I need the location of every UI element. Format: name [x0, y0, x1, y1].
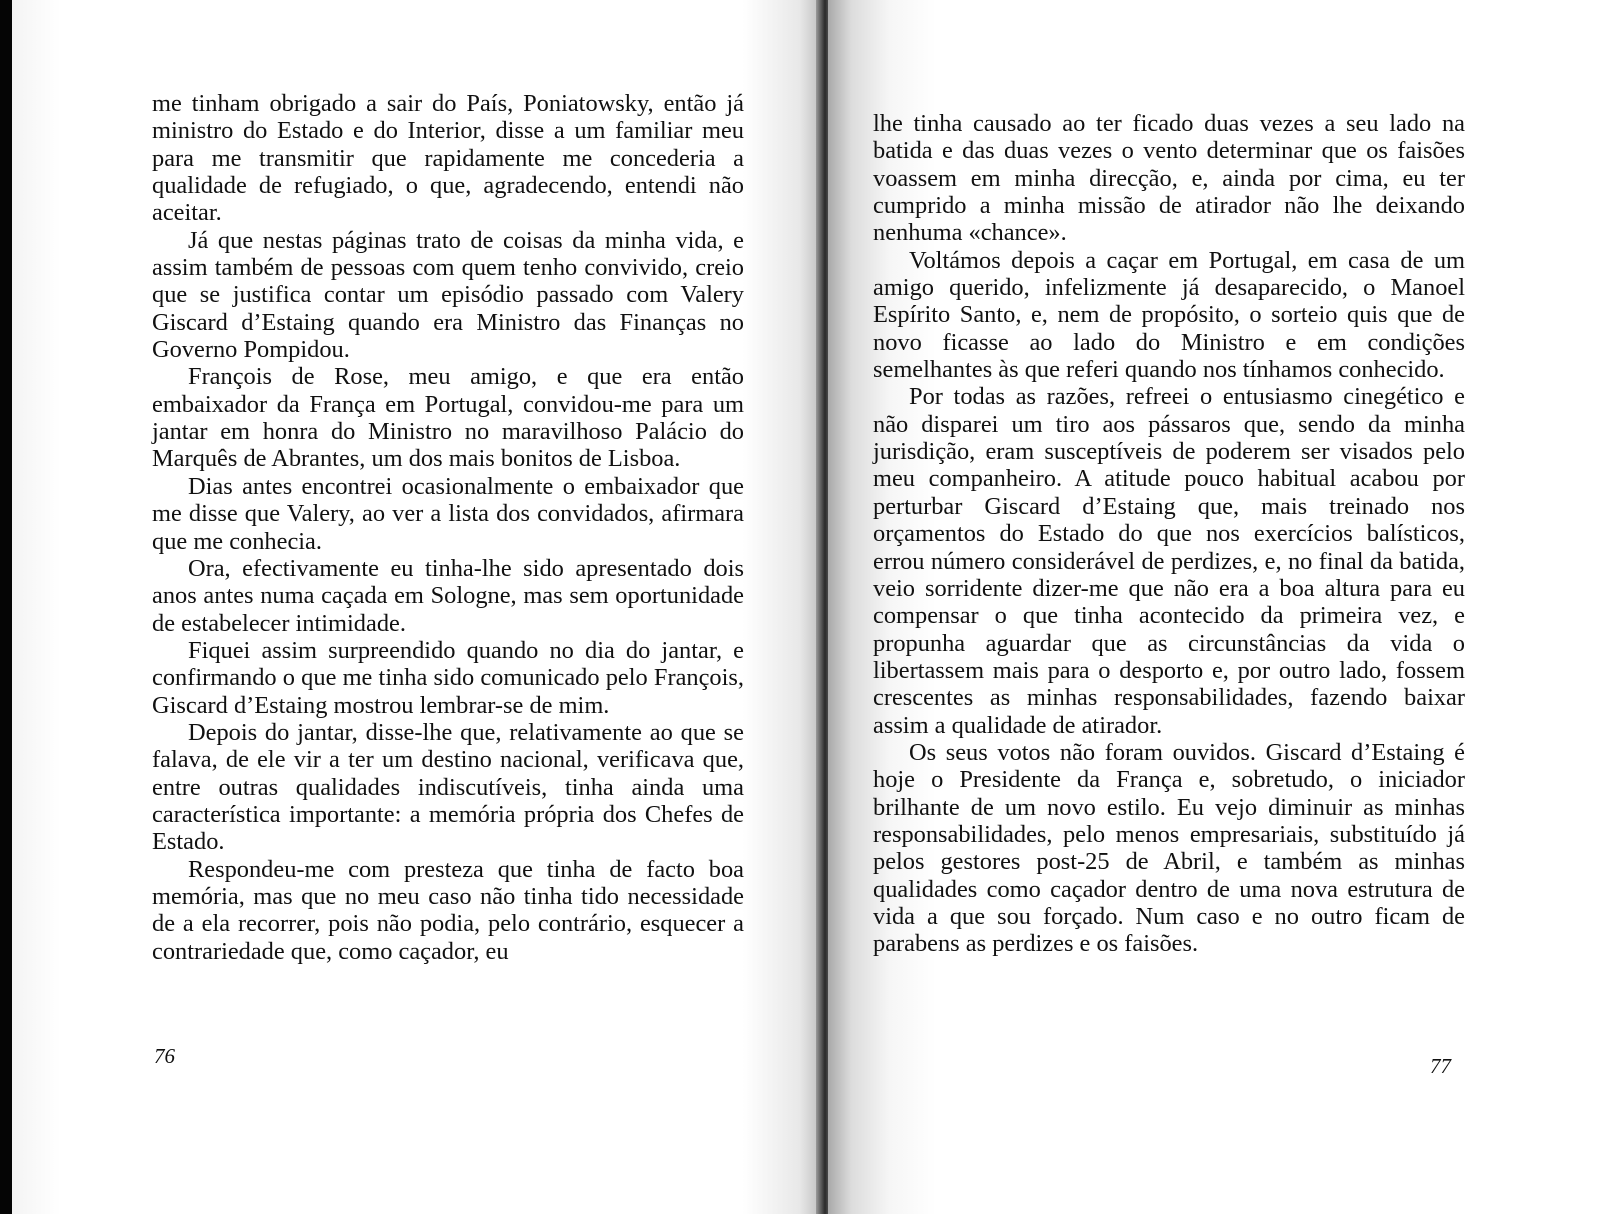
paragraph: Dias antes encontrei ocasionalmente o embaixador que me disse que Valery, ao ver a lista dos convidados, afirmara que me conhecia. [152, 472, 744, 555]
left-page-text [152, 90, 744, 965]
paragraph: Voltámos depois a caçar em Portugal, em casa de um amigo querido, infelizmente já desaparecido, o Manoel Espírito Santo, e, nem de propósito, o sorteio quis que de novo ficasse ao lado do Ministro e em condições semelhantes às que referi quando nos tínhamos conhecido. [873, 246, 1465, 384]
left-page-number: 76 [154, 1044, 175, 1068]
paragraph: Já que nestas páginas trato de coisas da minha vida, e assim também de pessoas com quem tenho convivido, creio que se justifica contar um episódio passado com Valery Giscard d’Estaing quando era Ministro das Finanças no Governo Pompidou. [152, 226, 744, 364]
right-page-number: 77 [1430, 1054, 1451, 1078]
left-edge-shadow [0, 0, 12, 1214]
paragraph: Os seus votos não foram ouvidos. Giscard d’Estaing é hoje o Presidente da França e, sobretudo, o iniciador brilhante de um novo estilo. Eu vejo diminuir as minhas responsabilidades, pelo menos empresariais, substituído já pelos gestores post-25 de Abril, e também as minhas qualidades como caçador dentro de uma nova estrutura de vida a que sou forçado. Num caso e no outro ficam de parabens as perdizes e os faisões. [873, 738, 1465, 958]
right-page [828, 0, 1600, 1214]
paragraph: lhe tinha causado ao ter ficado duas vezes a seu lado na batida e das duas vezes o vento determinar que os faisões voassem em minha direcção, e, ainda por cima, eu ter cumprido a minha missão de atirador não lhe deixando nenhuma «chance». [873, 110, 1465, 247]
left-page [12, 0, 824, 1214]
paragraph: me tinham obrigado a sair do País, Poniatowsky, então já ministro do Estado e do Interior, disse a um familiar meu para me transmitir que rapidamente me concederia a qualidade de refugiado, o que, agradecendo, entendi não aceitar. [152, 90, 744, 227]
paragraph: Respondeu-me com presteza que tinha de facto boa memória, mas que no meu caso não tinha tido necessidade de a ela recorrer, pois não podia, pelo contrário, esquecer a contrariedade que, como caçador, eu [152, 855, 744, 965]
paragraph: Fiquei assim surpreendido quando no dia do jantar, e confirmando o que me tinha sido comunicado pelo François, Giscard d’Estaing mostrou lembrar-se de mim. [152, 636, 744, 719]
right-page-text [873, 110, 1465, 958]
paragraph: Depois do jantar, disse-lhe que, relativamente ao que se falava, de ele vir a ter um destino nacional, verificava que, entre outras qualidades indiscutíveis, tinha ainda uma característica importante: a memória própria dos Chefes de Estado. [152, 718, 744, 856]
paragraph: François de Rose, meu amigo, e que era então embaixador da França em Portugal, convidou-me para um jantar em honra do Ministro no maravilhoso Palácio do Marquês de Abrantes, um dos mais bonitos de Lisboa. [152, 363, 744, 473]
paragraph: Por todas as razões, refreei o entusiasmo cinegético e não disparei um tiro aos pássaros que, sendo da minha jurisdição, eram susceptíveis de poderem ser visados pelo meu companheiro. A atitude pouco habitual acabou por perturbar Giscard d’Estaing que, mais treinado nos orçamentos do Estado do que nos exercícios balísticos, errou número considerável de perdizes, e, no final da batida, veio sorridente dizer-me que não era a boa altura para eu compensar o que tinha acontecido da primeira vez, e propunha aguardar que as circunstâncias da vida o libertassem mais para o desporto e, por outro lado, fossem crescentes as minhas responsabilidades, fazendo baixar assim a qualidade de atirador. [873, 383, 1465, 739]
paragraph: Ora, efectivamente eu tinha-lhe sido apresentado dois anos antes numa caçada em Sologne, mas sem oportunidade de estabelecer intimidade. [152, 554, 744, 637]
